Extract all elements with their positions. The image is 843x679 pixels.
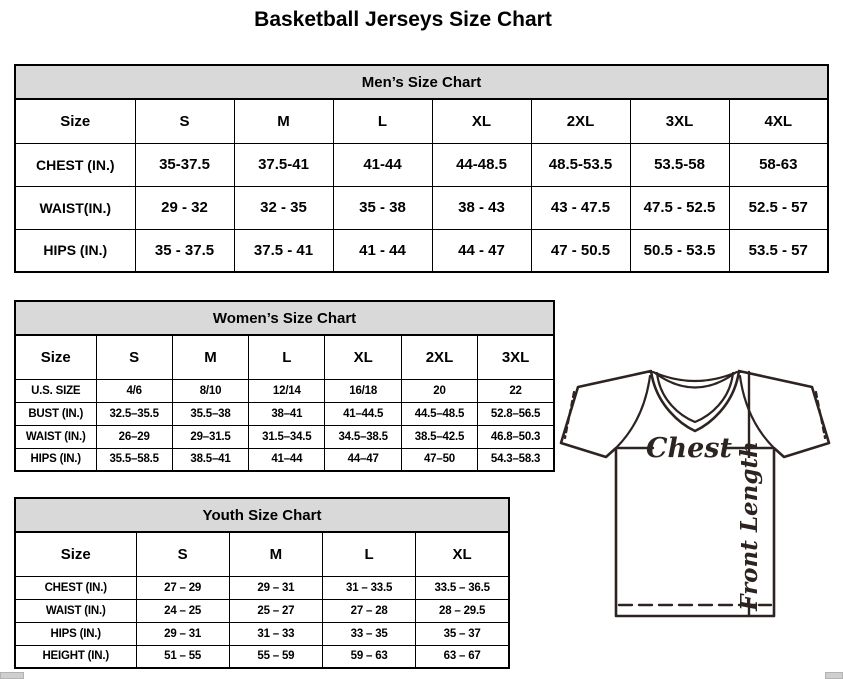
column-header: L	[323, 532, 416, 576]
mens-size-chart	[14, 64, 829, 273]
column-header: 3XL	[478, 335, 554, 379]
table-cell: 50.5 - 53.5	[630, 229, 729, 272]
table-cell: 12/14	[249, 379, 325, 402]
table-cell: 29 – 31	[229, 576, 322, 599]
table-cell: 47 - 50.5	[531, 229, 630, 272]
table-cell: 44–47	[325, 448, 401, 471]
column-header: S	[96, 335, 172, 379]
table-cell: 52.8–56.5	[478, 402, 554, 425]
table-cell: 35.5–58.5	[96, 448, 172, 471]
column-header: S	[136, 532, 229, 576]
table-cell: 20	[401, 379, 477, 402]
table-cell: 16/18	[325, 379, 401, 402]
left-cuff-dashed-line	[565, 392, 574, 438]
column-header: 2XL	[401, 335, 477, 379]
youth-size-chart	[14, 497, 510, 669]
column-header: 3XL	[630, 99, 729, 143]
table-cell: 35 - 38	[333, 186, 432, 229]
front-length-label: Front Length	[736, 441, 763, 611]
table-cell: 31.5–34.5	[249, 425, 325, 448]
row-label: BUST (IN.)	[15, 402, 96, 425]
table-cell: 47.5 - 52.5	[630, 186, 729, 229]
table-cell: 41 - 44	[333, 229, 432, 272]
table-cell: 54.3–58.3	[478, 448, 554, 471]
youth-chart-header: Youth Size Chart	[14, 497, 510, 533]
womens-chart-header: Women’s Size Chart	[14, 300, 555, 336]
table-cell: 41–44	[249, 448, 325, 471]
table-cell: 51 – 55	[136, 645, 229, 668]
row-label: WAIST (IN.)	[15, 599, 136, 622]
size-table	[14, 98, 829, 273]
column-header: M	[234, 99, 333, 143]
table-row	[15, 448, 554, 471]
page-title: Basketball Jerseys Size Chart	[254, 8, 552, 31]
table-cell: 53.5 - 57	[729, 229, 828, 272]
column-header: L	[333, 99, 432, 143]
right-cuff-dashed-line	[816, 392, 825, 438]
right-shoulder-seam	[740, 376, 774, 448]
table-cell: 27 – 29	[136, 576, 229, 599]
jersey-outline	[561, 371, 829, 616]
table-cell: 35.5–38	[172, 402, 248, 425]
column-header: M	[172, 335, 248, 379]
table-cell: 44-48.5	[432, 143, 531, 186]
table-row	[15, 622, 509, 645]
row-label: CHEST (IN.)	[15, 143, 135, 186]
column-header: 2XL	[531, 99, 630, 143]
table-row	[15, 599, 509, 622]
table-row	[15, 402, 554, 425]
mens-chart-table	[14, 98, 829, 273]
size-table	[14, 531, 510, 669]
table-cell: 29 - 32	[135, 186, 234, 229]
table-cell: 4/6	[96, 379, 172, 402]
table-cell: 35 – 37	[416, 622, 509, 645]
table-cell: 63 – 67	[416, 645, 509, 668]
table-row	[15, 645, 509, 668]
mens-chart-header: Men’s Size Chart	[14, 64, 829, 100]
womens-size-chart	[14, 300, 555, 472]
table-cell: 38.5–42.5	[401, 425, 477, 448]
left-shoulder-seam	[616, 376, 650, 448]
table-cell: 38–41	[249, 402, 325, 425]
column-header: Size	[15, 335, 96, 379]
column-header: S	[135, 99, 234, 143]
table-cell: 32 - 35	[234, 186, 333, 229]
table-cell: 47–50	[401, 448, 477, 471]
womens-chart-table	[14, 334, 555, 472]
table-cell: 27 – 28	[323, 599, 416, 622]
table-cell: 29 – 31	[136, 622, 229, 645]
table-cell: 38.5–41	[172, 448, 248, 471]
table-cell: 38 - 43	[432, 186, 531, 229]
row-label: WAIST(IN.)	[15, 186, 135, 229]
scrollbar-fragment-left[interactable]	[0, 672, 24, 679]
table-cell: 44.5–48.5	[401, 402, 477, 425]
column-header: XL	[325, 335, 401, 379]
table-cell: 44 - 47	[432, 229, 531, 272]
table-row	[15, 576, 509, 599]
row-label: HEIGHT (IN.)	[15, 645, 136, 668]
table-cell: 8/10	[172, 379, 248, 402]
table-cell: 37.5-41	[234, 143, 333, 186]
row-label: U.S. SIZE	[15, 379, 96, 402]
table-cell: 58-63	[729, 143, 828, 186]
table-cell: 29–31.5	[172, 425, 248, 448]
column-header: L	[249, 335, 325, 379]
table-cell: 59 – 63	[323, 645, 416, 668]
table-cell: 37.5 - 41	[234, 229, 333, 272]
row-label: CHEST (IN.)	[15, 576, 136, 599]
table-cell: 46.8–50.3	[478, 425, 554, 448]
table-cell: 34.5–38.5	[325, 425, 401, 448]
table-cell: 35-37.5	[135, 143, 234, 186]
row-label: HIPS (IN.)	[15, 622, 136, 645]
table-row	[15, 186, 828, 229]
table-cell: 31 – 33.5	[323, 576, 416, 599]
column-header: 4XL	[729, 99, 828, 143]
table-cell: 35 - 37.5	[135, 229, 234, 272]
column-header: Size	[15, 99, 135, 143]
table-cell: 25 – 27	[229, 599, 322, 622]
table-cell: 33 – 35	[323, 622, 416, 645]
header-row	[15, 99, 828, 143]
jersey-measurement-diagram	[556, 364, 838, 632]
table-cell: 26–29	[96, 425, 172, 448]
table-cell: 28 – 29.5	[416, 599, 509, 622]
column-header: XL	[432, 99, 531, 143]
table-cell: 48.5-53.5	[531, 143, 630, 186]
table-cell: 33.5 – 36.5	[416, 576, 509, 599]
column-header: XL	[416, 532, 509, 576]
row-label: HIPS (IN.)	[15, 448, 96, 471]
column-header: M	[229, 532, 322, 576]
column-header: Size	[15, 532, 136, 576]
youth-chart-table	[14, 531, 510, 669]
size-table	[14, 334, 555, 472]
table-cell: 52.5 - 57	[729, 186, 828, 229]
table-row	[15, 379, 554, 402]
table-cell: 55 – 59	[229, 645, 322, 668]
header-row	[15, 335, 554, 379]
table-cell: 53.5-58	[630, 143, 729, 186]
table-cell: 24 – 25	[136, 599, 229, 622]
table-row	[15, 229, 828, 272]
scrollbar-fragment-right[interactable]	[825, 672, 843, 679]
table-cell: 43 - 47.5	[531, 186, 630, 229]
table-cell: 41–44.5	[325, 402, 401, 425]
table-cell: 41-44	[333, 143, 432, 186]
table-cell: 22	[478, 379, 554, 402]
row-label: HIPS (IN.)	[15, 229, 135, 272]
header-row	[15, 532, 509, 576]
table-cell: 32.5–35.5	[96, 402, 172, 425]
row-label: WAIST (IN.)	[15, 425, 96, 448]
chest-label: Chest	[646, 433, 732, 464]
table-row	[15, 425, 554, 448]
table-row	[15, 143, 828, 186]
table-cell: 31 – 33	[229, 622, 322, 645]
